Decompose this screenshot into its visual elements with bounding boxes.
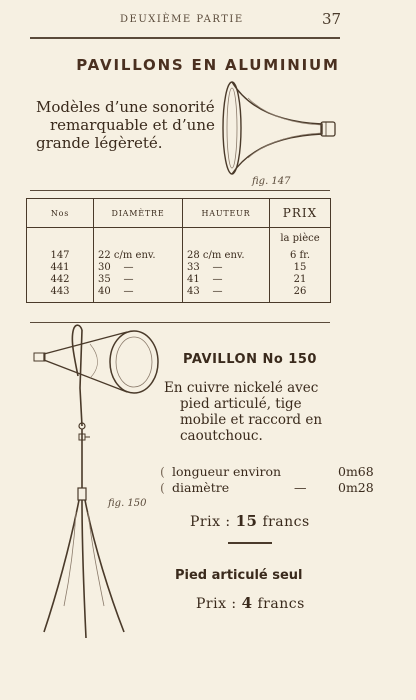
cell-no: 441 bbox=[50, 262, 70, 273]
separator-rule bbox=[228, 542, 272, 544]
dimension-dash bbox=[294, 464, 338, 480]
cell-hauteur: 41 — bbox=[183, 274, 270, 286]
intro-text bbox=[36, 98, 215, 152]
cell-no: 443 bbox=[50, 286, 70, 297]
price-unit: francs bbox=[262, 514, 310, 530]
price-unit: la pièce bbox=[270, 228, 331, 251]
cell-no: 442 bbox=[50, 274, 70, 285]
header-rule bbox=[30, 37, 340, 39]
pied-title: Pied articulé seul bbox=[175, 568, 303, 583]
table-row bbox=[27, 250, 331, 262]
description-line: En cuivre nickelé avec bbox=[164, 380, 319, 396]
table-row bbox=[27, 274, 331, 286]
description-line: caoutchouc. bbox=[180, 428, 263, 444]
cell-diametre: 40 — bbox=[94, 286, 183, 303]
pavillon-150-description bbox=[164, 380, 374, 444]
section-rule bbox=[30, 190, 330, 191]
cell-hauteur: 43 — bbox=[183, 286, 270, 303]
col-header-diametre: DIAMÈTRE bbox=[94, 199, 183, 228]
dimension-dash: — bbox=[294, 480, 307, 495]
col-header-no: Nos bbox=[27, 199, 94, 228]
intro-line: grande légèreté. bbox=[36, 134, 163, 152]
table-row bbox=[27, 286, 331, 303]
cell-diametre: 35 — bbox=[94, 274, 183, 286]
aluminium-horn-illustration bbox=[218, 78, 340, 178]
pavillon-150-illustration bbox=[30, 316, 162, 642]
dimension-label: longueur environ bbox=[172, 464, 282, 479]
page-number: 37 bbox=[322, 10, 342, 28]
cell-no: 147 bbox=[50, 250, 70, 261]
cell-diametre: 30 — bbox=[94, 262, 183, 274]
figure-caption-147: fig. 147 bbox=[252, 176, 291, 187]
dimension-value: 0m28 bbox=[338, 480, 374, 495]
description-line: mobile et raccord en bbox=[180, 412, 323, 428]
cell-diametre: 22 c/m env. bbox=[94, 250, 183, 262]
price-label: Prix : bbox=[190, 514, 231, 530]
figure-caption-150: fig. 150 bbox=[108, 498, 147, 509]
price-value: 15 bbox=[235, 512, 258, 530]
cell-prix: 26 bbox=[270, 286, 331, 303]
running-title: DEUXIÈME PARTIE bbox=[120, 14, 244, 25]
pavillon-150-price bbox=[190, 512, 310, 530]
price-table bbox=[26, 198, 331, 303]
cell-prix: 6 fr. bbox=[270, 250, 331, 262]
pavillon-150-title: PAVILLON No 150 bbox=[183, 352, 317, 367]
dimension-label: diamètre bbox=[172, 480, 230, 495]
dimensions bbox=[160, 464, 374, 496]
dimension-value: 0m68 bbox=[338, 464, 374, 479]
cell-hauteur: 28 c/m env. bbox=[183, 250, 270, 262]
cell-hauteur: 33 — bbox=[183, 262, 270, 274]
intro-line: Modèles d’une sonorité bbox=[36, 98, 215, 116]
col-header-prix: PRIX bbox=[270, 199, 331, 228]
cell-prix: 21 bbox=[270, 274, 331, 286]
price-value: 4 bbox=[241, 594, 253, 612]
cell-prix: 15 bbox=[270, 262, 331, 274]
section-title: PAVILLONS EN ALUMINIUM bbox=[76, 56, 340, 74]
price-unit: francs bbox=[257, 596, 305, 612]
pied-price bbox=[196, 594, 305, 612]
intro-line: remarquable et d’une bbox=[50, 116, 215, 134]
col-header-hauteur: HAUTEUR bbox=[183, 199, 270, 228]
price-label: Prix : bbox=[196, 596, 237, 612]
table-row bbox=[27, 262, 331, 274]
dimension-row: ( longueur environ 0m68 bbox=[160, 464, 374, 479]
description-line: pied articulé, tige bbox=[180, 396, 302, 412]
dimension-row: ( diamètre — 0m28 bbox=[160, 480, 374, 495]
